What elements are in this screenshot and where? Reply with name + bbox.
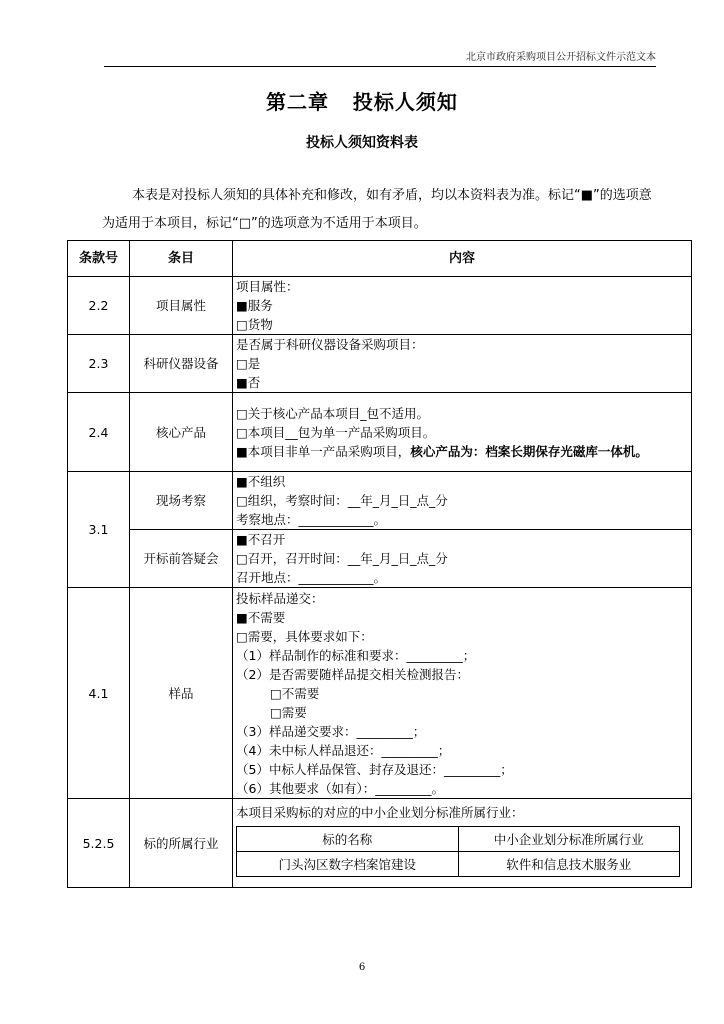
- content-line: （4）未中标人样品退还：_________；: [236, 742, 451, 758]
- core-product-text: 核心产品为：档案长期保存光磁库一体机。: [410, 443, 648, 459]
- industry-project-name: 门头沟区数字档案馆建设: [237, 852, 459, 877]
- content-line: （5）中标人样品保管、封存及退还：_________；: [236, 761, 513, 777]
- industry-table: [236, 826, 680, 877]
- content-line: 考察地点：____________。: [236, 512, 387, 527]
- clause-content: [233, 588, 692, 799]
- bidder-instructions-table: [67, 240, 692, 888]
- clause-content: [233, 277, 692, 335]
- table-row: [68, 588, 692, 799]
- header-item: 条目: [130, 241, 233, 277]
- industry-header-name: 标的名称: [237, 827, 459, 852]
- industry-table-header: [237, 827, 680, 852]
- table-title: 投标人须知资料表: [306, 135, 418, 151]
- header-content: 内容: [233, 241, 692, 277]
- content-line: □需要: [270, 704, 307, 720]
- content-line: □货物: [236, 317, 273, 332]
- content-line: □关于核心产品本项目_包不适用。: [236, 405, 430, 421]
- clause-content: [233, 335, 692, 393]
- content-line: 召开地点：____________。: [236, 570, 387, 585]
- content-line: ■否: [236, 375, 261, 390]
- content-line: 项目属性：: [236, 279, 299, 294]
- clause-item: 标的所属行业: [130, 799, 233, 888]
- clause-number: 2.2: [68, 277, 130, 335]
- clause-number: 3.1: [68, 472, 130, 588]
- header-clause-number: 条款号: [68, 241, 130, 277]
- clause-item: 项目属性: [130, 277, 233, 335]
- page-number: 6: [358, 962, 366, 973]
- content-line: （1）样品制作的标准和要求：_________；: [236, 647, 476, 663]
- content-line: □是: [236, 356, 261, 371]
- table-row: [68, 530, 692, 588]
- content-line: □召开，召开时间：__年_月_日_点_分: [236, 551, 448, 566]
- industry-classification: 软件和信息技术服务业: [458, 852, 680, 877]
- clause-item: 科研仪器设备: [130, 335, 233, 393]
- clause-item: 核心产品: [130, 393, 233, 472]
- clause-number: 4.1: [68, 588, 130, 799]
- table-row: [68, 472, 692, 530]
- content-line: （6）其他要求（如有）：_________。: [236, 780, 444, 796]
- content-line: □不需要: [270, 685, 320, 701]
- content-line: ■服务: [236, 298, 273, 313]
- content-line: □组织，考察时间：__年_月_日_点_分: [236, 493, 448, 508]
- clause-item: 现场考察: [130, 472, 233, 530]
- content-line: 本项目采购标的对应的中小企业划分标准所属行业：: [236, 805, 524, 820]
- chapter-title: 第二章 投标人须知: [266, 90, 458, 114]
- content-text: ■本项目非单一产品采购项目，: [236, 443, 411, 459]
- table-header-row: [68, 241, 692, 277]
- content-line: 是否属于科研仪器设备采购项目：: [236, 337, 424, 352]
- clause-content: [233, 393, 692, 472]
- content-line: （3）样品递交要求：_________；: [236, 723, 426, 739]
- content-line: （2）是否需要随样品提交相关检测报告：: [236, 666, 469, 682]
- clause-item: 开标前答疑会: [130, 530, 233, 588]
- table-row: [68, 393, 692, 472]
- industry-header-industry: 中小企业划分标准所属行业: [458, 827, 680, 852]
- document-header-title: 北京市政府采购项目公开招标文件示范文本: [466, 52, 656, 63]
- table-row: [68, 335, 692, 393]
- intro-paragraph: 本表是对投标人须知的具体补充和修改，如有矛盾，均以本资料表为准。标记“■”的选项意为适用于本项目，标记“□”的选项意为不适用于本项目。: [102, 188, 652, 231]
- content-line: 投标样品递交：: [236, 590, 324, 606]
- clause-content: [233, 799, 692, 888]
- header-divider: [104, 66, 656, 67]
- clause-item: 样品: [130, 588, 233, 799]
- clause-number: 2.3: [68, 335, 130, 393]
- content-line: □本项目__包为单一产品采购项目。: [236, 424, 436, 440]
- content-line: [236, 442, 688, 461]
- content-line: ■不召开: [236, 532, 286, 547]
- content-line: ■不需要: [236, 609, 286, 625]
- clause-content: [233, 530, 692, 588]
- industry-table-row: [237, 852, 680, 877]
- clause-number: 2.4: [68, 393, 130, 472]
- table-row: [68, 799, 692, 888]
- clause-content: [233, 472, 692, 530]
- clause-number: 5.2.5: [68, 799, 130, 888]
- content-line: ■不组织: [236, 474, 286, 489]
- content-line: □需要，具体要求如下：: [236, 628, 373, 644]
- table-row: [68, 277, 692, 335]
